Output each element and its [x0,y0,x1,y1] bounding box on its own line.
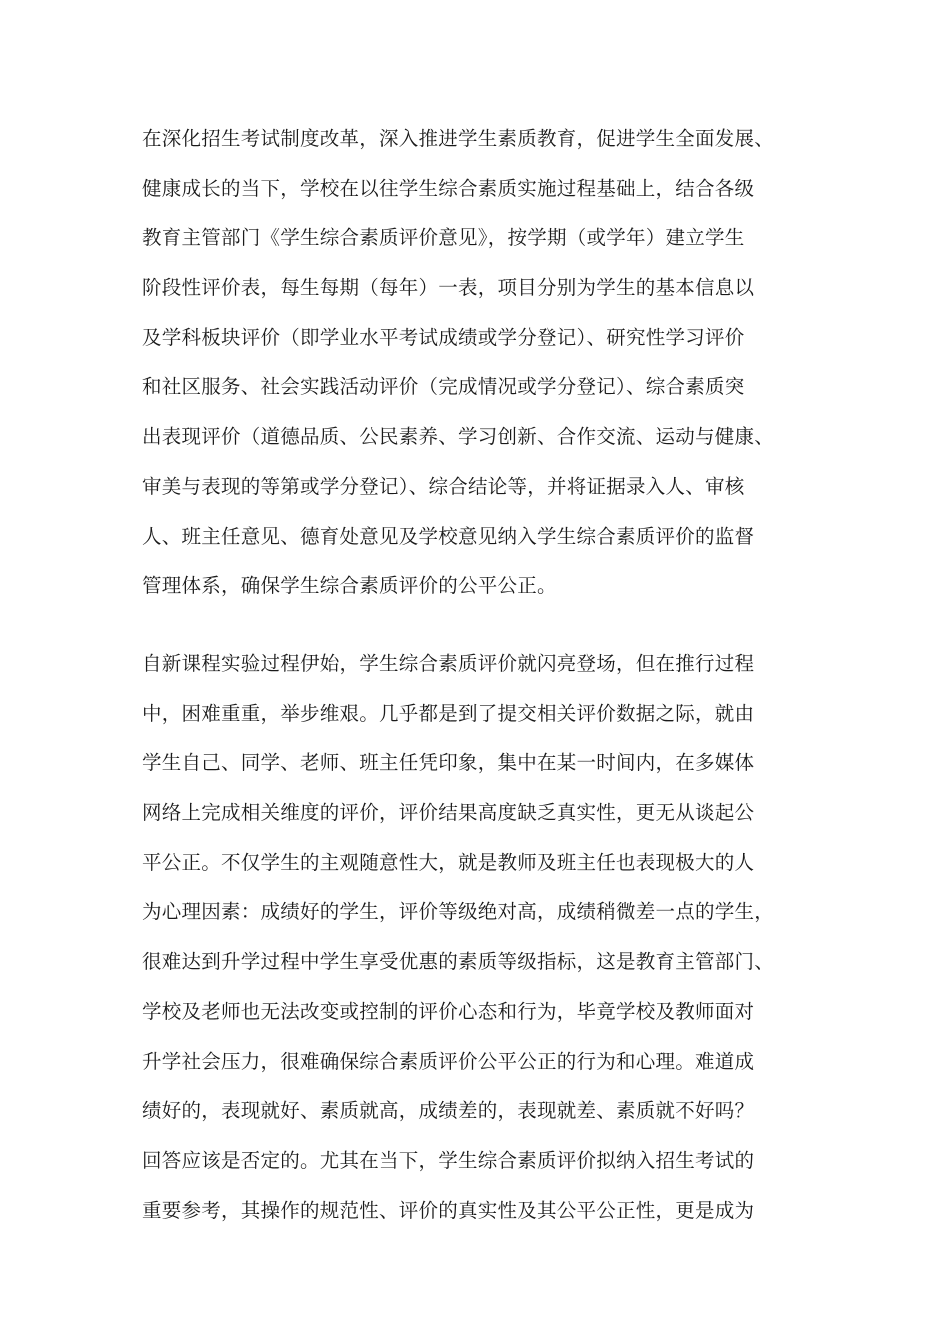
text-line: 审美与表现的等第或学分登记）、综合结论等，并将证据录入人、审核 [142,474,745,498]
text-line: 自新课程实验过程伊始，学生综合素质评价就闪亮登场，但在推行过程 [142,652,755,675]
text-line: 管理体系，确保学生综合素质评价的公平公正。 [142,574,557,598]
text-line: 在深化招生考试制度改革，深入推进学生素质教育，促进学生全面发展、 [142,127,775,150]
text-line: 中，困难重重，举步维艰。几乎都是到了提交相关评价数据之际，就由 [142,701,755,725]
text-line: 阶段性评价表，每生每期（每年）一表，项目分别为学生的基本信息以 [142,276,755,300]
paragraph-1 [142,123,832,620]
text-line: 出表现评价（道德品质、公民素养、学习创新、合作交流、运动与健康、 [142,425,775,449]
text-line: 健康成长的当下，学校在以往学生综合素质实施过程基础上，结合各级 [142,176,755,200]
text-line: 重要参考，其操作的规范性、评价的真实性及其公平公正性，更是成为 [142,1198,755,1222]
text-line: 教育主管部门《学生综合素质评价意见》，按学期（或学年）建立学生 [142,226,745,250]
text-line: 及学科板块评价（即学业水平考试成绩或学分登记）、研究性学习评价 [142,325,745,349]
paragraph-2 [142,648,832,1244]
text-line: 绩好的，表现就好、素质就高，成绩差的，表现就差、素质就不好吗？ [142,1099,755,1123]
text-line: 学校及老师也无法改变或控制的评价心态和行为，毕竟学校及教师面对 [142,999,755,1023]
text-line: 和社区服务、社会实践活动评价（完成情况或学分登记）、综合素质突 [142,375,745,399]
text-line: 平公正。不仅学生的主观随意性大，就是教师及班主任也表现极大的人 [142,850,755,874]
text-line: 学生自己、同学、老师、班主任凭印象，集中在某一时间内，在多媒体 [142,751,755,775]
text-line: 网络上完成相关维度的评价，评价结果高度缺乏真实性，更无从谈起公 [142,801,755,825]
text-line: 升学社会压力，很难确保综合素质评价公平公正的行为和心理。难道成 [142,1049,755,1073]
text-line: 人、班主任意见、德育处意见及学校意见纳入学生综合素质评价的监督 [142,524,755,548]
text-line: 很难达到升学过程中学生享受优惠的素质等级指标，这是教育主管部门、 [142,950,775,974]
text-line: 回答应该是否定的。尤其在当下，学生综合素质评价拟纳入招生考试的 [142,1148,755,1172]
text-line: 为心理因素：成绩好的学生，评价等级绝对高，成绩稍微差一点的学生， [142,900,775,924]
